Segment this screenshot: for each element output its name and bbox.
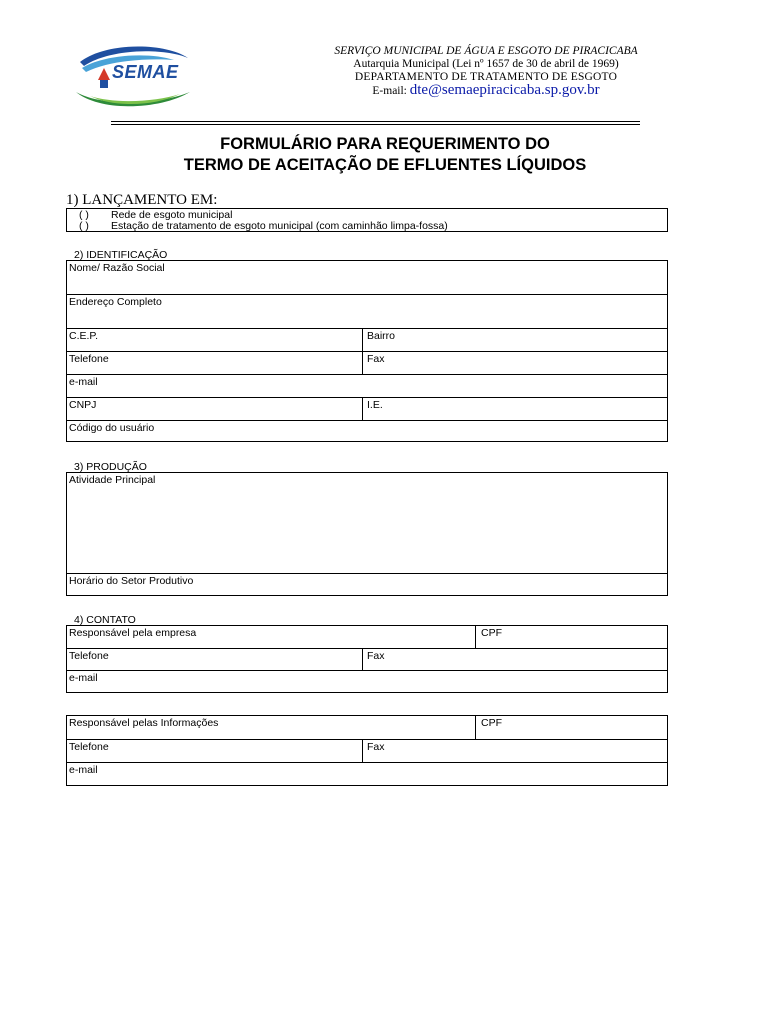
header-law: Autarquia Municipal (Lei nº 1657 de 30 de abril de 1969) [353, 58, 619, 70]
logo-text: SEMAE [112, 62, 179, 82]
field-cpf-2[interactable]: CPF [481, 717, 502, 729]
field-nome-razao-social[interactable]: Nome/ Razão Social [69, 262, 165, 274]
field-bairro[interactable]: Bairro [367, 330, 396, 342]
field-endereco[interactable]: Endereço Completo [69, 296, 162, 308]
field-cnpj[interactable]: CNPJ [69, 399, 97, 411]
form-title [110, 134, 660, 176]
divider [475, 625, 476, 648]
option-rede-label: Rede de esgoto municipal [111, 209, 233, 221]
section-2-heading: 2) IDENTIFICAÇÃO [74, 249, 168, 261]
header-org-name: SERVIÇO MUNICIPAL DE ÁGUA E ESGOTO DE PIRACICABA [334, 45, 638, 57]
divider [66, 739, 668, 740]
field-cep[interactable]: C.E.P. [69, 330, 98, 342]
field-contato-fax[interactable]: Fax [367, 650, 385, 662]
option-estacao-label: Estação de tratamento de esgoto municipal (com caminhão limpa-fossa) [111, 220, 448, 232]
field-fax[interactable]: Fax [367, 353, 385, 365]
divider [66, 328, 668, 329]
header-divider-2 [111, 124, 640, 125]
option-estacao-mark[interactable]: ( ) [79, 220, 89, 232]
divider [362, 648, 363, 670]
section-3-heading: 3) PRODUÇÃO [74, 461, 147, 473]
header-department: DEPARTAMENTO DE TRATAMENTO DE ESGOTO [354, 71, 618, 83]
field-info-email[interactable]: e-mail [69, 764, 98, 776]
field-email[interactable]: e-mail [69, 376, 98, 388]
field-atividade-principal[interactable]: Atividade Principal [69, 474, 156, 486]
header-email-line [300, 84, 672, 98]
field-responsavel-informacoes[interactable]: Responsável pelas Informações [69, 717, 219, 729]
field-ie[interactable]: I.E. [367, 399, 383, 411]
divider [66, 420, 668, 421]
divider [66, 648, 668, 649]
field-contato-email[interactable]: e-mail [69, 672, 98, 684]
divider [362, 328, 363, 374]
header-divider [111, 121, 640, 122]
divider [66, 294, 668, 295]
divider [66, 762, 668, 763]
field-contato-telefone[interactable]: Telefone [69, 650, 109, 662]
field-info-telefone[interactable]: Telefone [69, 741, 109, 753]
section-4-heading: 4) CONTATO [74, 614, 136, 626]
field-horario-setor[interactable]: Horário do Setor Produtivo [69, 575, 194, 587]
field-cpf[interactable]: CPF [481, 627, 502, 639]
email-prefix: E-mail: [372, 85, 410, 97]
option-rede-mark[interactable]: ( ) [79, 209, 89, 221]
divider [66, 351, 668, 352]
semae-logo [70, 40, 200, 110]
field-info-fax[interactable]: Fax [367, 741, 385, 753]
section-1-heading: 1) LANÇAMENTO EM: [66, 192, 218, 208]
title-line-1: FORMULÁRIO PARA REQUERIMENTO DO [220, 135, 550, 153]
email-link[interactable]: dte@semaepiracicaba.sp.gov.br [409, 82, 600, 98]
field-codigo-usuario[interactable]: Código do usuário [69, 422, 155, 434]
title-line-2: TERMO DE ACEITAÇÃO DE EFLUENTES LÍQUIDOS [183, 156, 587, 174]
field-responsavel-empresa[interactable]: Responsável pela empresa [69, 627, 197, 639]
divider [475, 715, 476, 739]
divider [66, 573, 668, 574]
field-telefone[interactable]: Telefone [69, 353, 109, 365]
divider [362, 397, 363, 420]
divider [66, 397, 668, 398]
divider [66, 670, 668, 671]
divider [362, 739, 363, 762]
divider [66, 374, 668, 375]
